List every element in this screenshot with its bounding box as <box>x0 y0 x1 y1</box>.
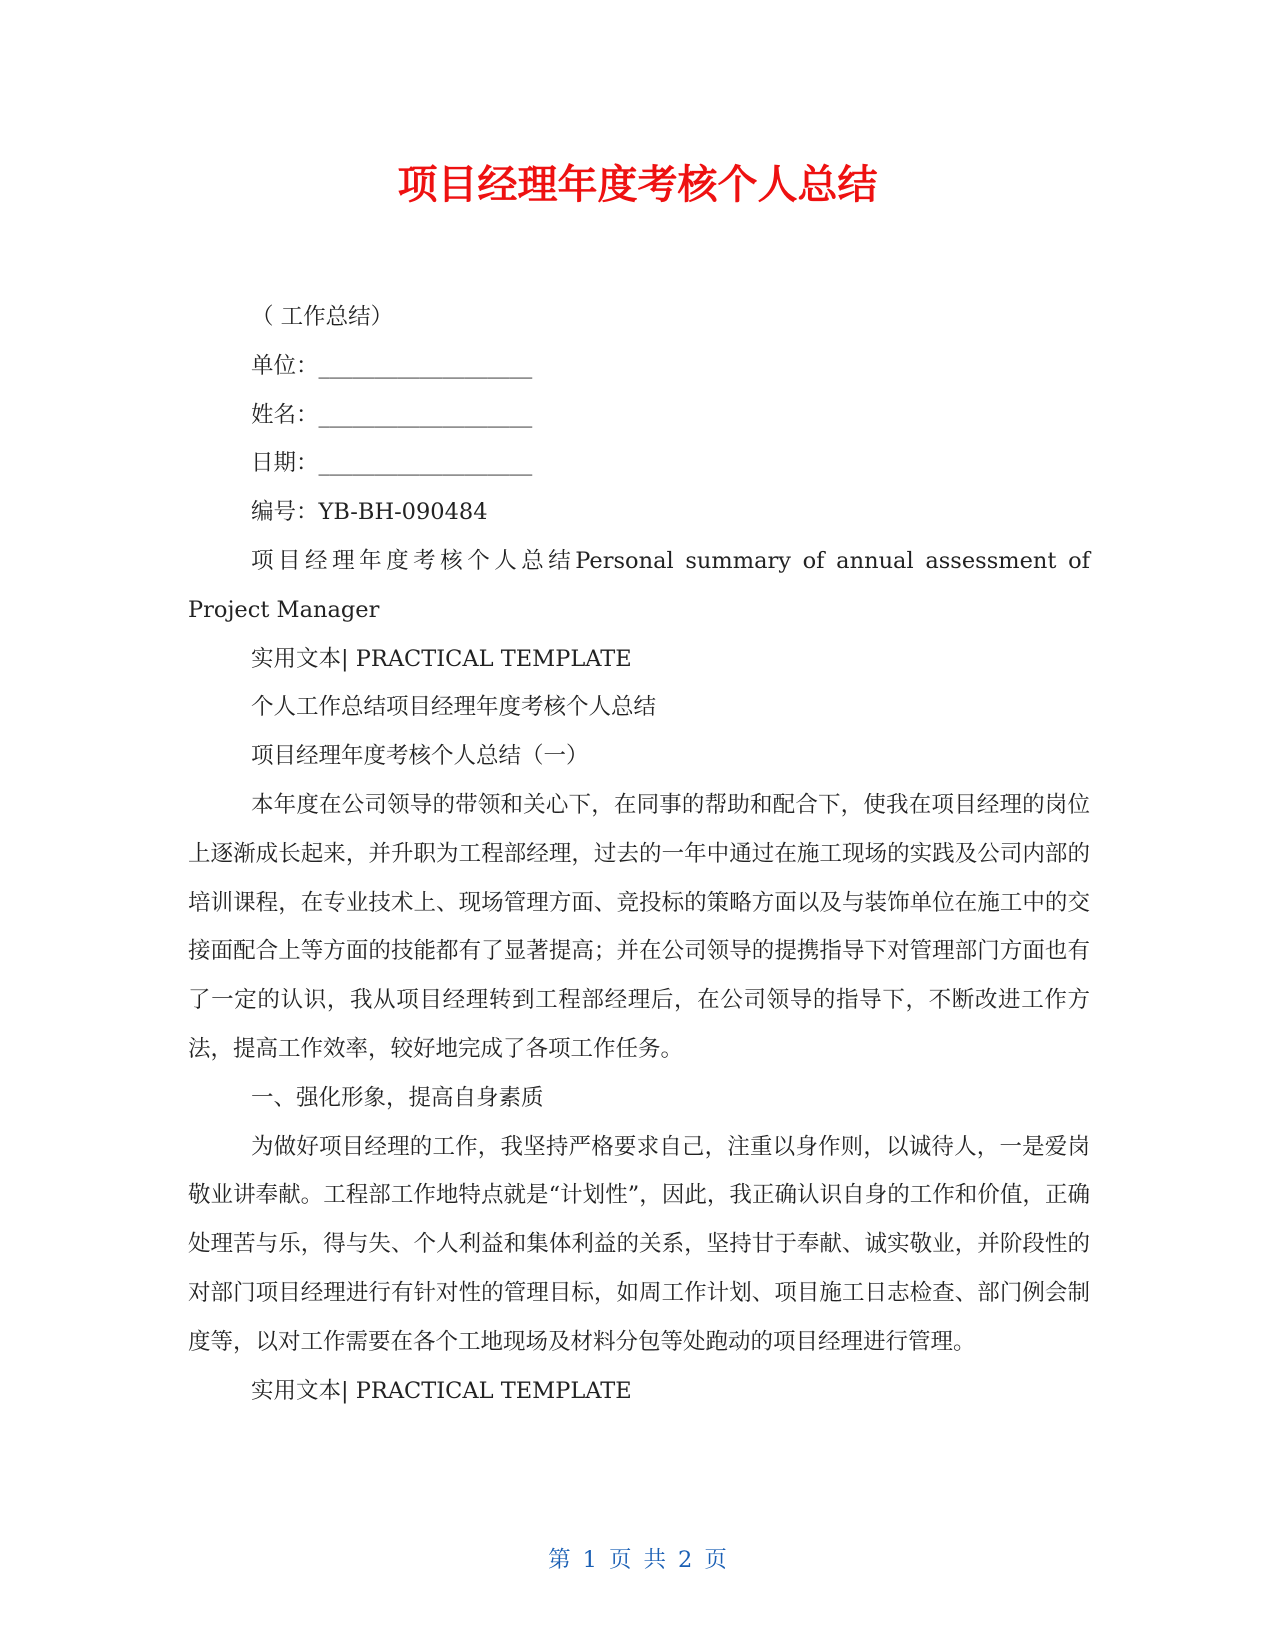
document-body <box>188 293 1090 1415</box>
page-footer <box>0 1545 1275 1575</box>
subtitle-bilingual: 项目经理年度考核个人总结Personal summary of annual assessment of Project Manager <box>188 547 1090 623</box>
doc-number: 编号：YB-BH-090484 <box>251 499 488 526</box>
footer-total-word: 共 <box>643 1547 667 1573</box>
body-paragraph: 为做好项目经理的工作，我坚持严格要求自己，注重以身作则，以诚待人，一是爱岗敬业讲奉献。工程部工作地特点就是“计划性”，因此，我正确认识自身的工作和价值，正确处理苦与乐，得与失、个人利益和集体利益的关系，坚持甘于奉献、诚实敬业，并阶段性的对部门项目经理进行有针对性的管理目标，如周工作计划、项目施工日志检查、部门例会制度等，以对工作需要在各个工地现场及材料分包等处跑动的项目经理进行管理。 <box>188 1133 1090 1355</box>
unit-field: 单位：___________________ <box>251 352 533 379</box>
footer-prefix: 第 <box>548 1547 571 1573</box>
body-paragraph: 本年度在公司领导的带领和关心下，在同事的帮助和配合下，使我在项目经理的岗位上逐渐成长起来，并升职为工程部经理，过去的一年中通过在施工现场的实践及公司内部的培训课程，在专业技术上、现场管理方面、竞投标的策略方面以及与装饰单位在施工中的交接面配合上等方面的技能都有了显著提高；并在公司领导的提携指导下对管理部门方面也有了一定的认识，我从项目经理转到工程部经理后，在公司领导的指导下，不断改进工作方法，提高工作效率，较好地完成了各项工作任务。 <box>188 791 1090 1062</box>
current-page-number: 1 <box>582 1547 597 1573</box>
footer-page-word: 页 <box>608 1547 632 1573</box>
subsection-heading: 一、强化形象，提高自身素质 <box>251 1084 544 1111</box>
footer-suffix: 页 <box>704 1547 727 1573</box>
name-field: 姓名：___________________ <box>251 401 533 428</box>
document-title: 项目经理年度考核个人总结 <box>397 162 878 208</box>
doc-type-label: （ 工作总结） <box>251 304 394 330</box>
total-pages-number: 2 <box>678 1547 693 1573</box>
section-heading: 项目经理年度考核个人总结（一） <box>251 743 589 770</box>
category-line: 个人工作总结项目经理年度考核个人总结 <box>251 694 657 721</box>
date-field: 日期：___________________ <box>251 450 533 477</box>
template-label: 实用文本| PRACTICAL TEMPLATE <box>251 1377 632 1404</box>
template-label: 实用文本| PRACTICAL TEMPLATE <box>251 645 632 672</box>
